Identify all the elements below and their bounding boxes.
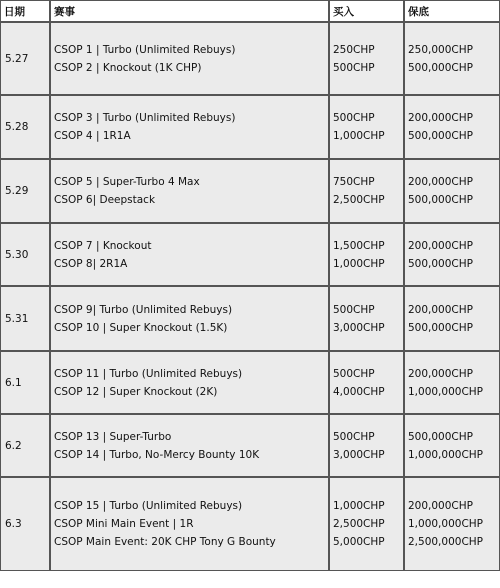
date-cell: 5.31 [0, 286, 50, 351]
event-name: CSOP Mini Main Event | 1R [54, 518, 194, 530]
guarantee-cell [404, 477, 500, 571]
event-name: CSOP 13 | Super-Turbo [54, 430, 172, 443]
guarantee-cell [404, 414, 500, 477]
buyin-cell [329, 286, 404, 351]
table-row [0, 22, 500, 95]
buyin-value: 2,500CHP [333, 194, 385, 206]
buyin-value: 1,500CHP [333, 239, 385, 252]
event-cell [50, 286, 329, 351]
table-row [0, 159, 500, 223]
event-cell [50, 223, 329, 286]
event-name: CSOP 15 | Turbo (Unlimited Rebuys) [54, 500, 243, 512]
table-row [0, 286, 500, 351]
event-name: CSOP 14 | Turbo, No-Mercy Bounty 10K [54, 448, 260, 461]
header-guarantee: 保底 [404, 0, 500, 22]
event-name: CSOP 2 | Knockout (1K CHP) [54, 61, 202, 74]
buyin-cell [329, 223, 404, 286]
event-name: CSOP Main Event: 20K CHP Tony G Bounty [54, 536, 276, 548]
guarantee-value: 500,000CHP [408, 61, 473, 74]
date-cell: 5.27 [0, 22, 50, 95]
buyin-value: 500CHP [333, 61, 375, 74]
buyin-value: 500CHP [333, 112, 375, 124]
guarantee-value: 500,000CHP [408, 257, 473, 270]
event-name: CSOP 8| 2R1A [54, 257, 128, 270]
table-row [0, 414, 500, 477]
table-row [0, 351, 500, 414]
date-cell: 6.3 [0, 477, 50, 571]
buyin-value: 3,000CHP [333, 321, 385, 334]
guarantee-value: 500,000CHP [408, 194, 473, 206]
event-name: CSOP 7 | Knockout [54, 239, 152, 252]
guarantee-value: 200,000CHP [408, 112, 473, 124]
table-row [0, 223, 500, 286]
header-row [0, 0, 500, 22]
buyin-value: 500CHP [333, 367, 375, 380]
event-name: CSOP 5 | Super-Turbo 4 Max [54, 176, 200, 188]
event-cell [50, 351, 329, 414]
buyin-value: 750CHP [333, 176, 375, 188]
buyin-cell [329, 159, 404, 223]
event-name: CSOP 12 | Super Knockout (2K) [54, 385, 218, 398]
event-name: CSOP 3 | Turbo (Unlimited Rebuys) [54, 112, 236, 124]
date-cell: 5.30 [0, 223, 50, 286]
buyin-value: 4,000CHP [333, 385, 385, 398]
date-cell: 6.2 [0, 414, 50, 477]
guarantee-value: 1,000,000CHP [408, 385, 483, 398]
guarantee-value: 200,000CHP [408, 500, 473, 512]
guarantee-value: 200,000CHP [408, 176, 473, 188]
event-name: CSOP 10 | Super Knockout (1.5K) [54, 321, 228, 334]
guarantee-value: 1,000,000CHP [408, 518, 483, 530]
event-name: CSOP 4 | 1R1A [54, 130, 131, 142]
event-cell [50, 414, 329, 477]
event-name: CSOP 9| Turbo (Unlimited Rebuys) [54, 303, 233, 316]
guarantee-value: 250,000CHP [408, 43, 473, 56]
event-cell [50, 159, 329, 223]
buyin-cell [329, 414, 404, 477]
event-name: CSOP 11 | Turbo (Unlimited Rebuys) [54, 367, 243, 380]
buyin-value: 250CHP [333, 43, 375, 56]
date-cell: 5.28 [0, 95, 50, 159]
event-cell [50, 95, 329, 159]
buyin-value: 1,000CHP [333, 257, 385, 270]
event-name: CSOP 6| Deepstack [54, 194, 156, 206]
guarantee-value: 200,000CHP [408, 303, 473, 316]
guarantee-value: 2,500,000CHP [408, 536, 483, 548]
buyin-cell [329, 22, 404, 95]
guarantee-value: 500,000CHP [408, 321, 473, 334]
buyin-cell [329, 95, 404, 159]
buyin-value: 500CHP [333, 303, 375, 316]
date-cell: 6.1 [0, 351, 50, 414]
buyin-value: 5,000CHP [333, 536, 385, 548]
event-name: CSOP 1 | Turbo (Unlimited Rebuys) [54, 43, 236, 56]
buyin-value: 2,500CHP [333, 518, 385, 530]
header-date: 日期 [0, 0, 50, 22]
buyin-cell [329, 351, 404, 414]
guarantee-cell [404, 22, 500, 95]
header-event: 赛事 [50, 0, 329, 22]
guarantee-value: 200,000CHP [408, 367, 473, 380]
header-buyin: 买入 [329, 0, 404, 22]
guarantee-value: 1,000,000CHP [408, 448, 483, 461]
guarantee-cell [404, 286, 500, 351]
table-row [0, 477, 500, 571]
event-cell [50, 22, 329, 95]
buyin-value: 1,000CHP [333, 130, 385, 142]
buyin-value: 3,000CHP [333, 448, 385, 461]
guarantee-cell [404, 223, 500, 286]
guarantee-cell [404, 351, 500, 414]
date-cell: 5.29 [0, 159, 50, 223]
table-row [0, 95, 500, 159]
guarantee-cell [404, 159, 500, 223]
buyin-cell [329, 477, 404, 571]
guarantee-cell [404, 95, 500, 159]
guarantee-value: 200,000CHP [408, 239, 473, 252]
event-cell [50, 477, 329, 571]
buyin-value: 500CHP [333, 430, 375, 443]
guarantee-value: 500,000CHP [408, 130, 473, 142]
buyin-value: 1,000CHP [333, 500, 385, 512]
guarantee-value: 500,000CHP [408, 430, 473, 443]
